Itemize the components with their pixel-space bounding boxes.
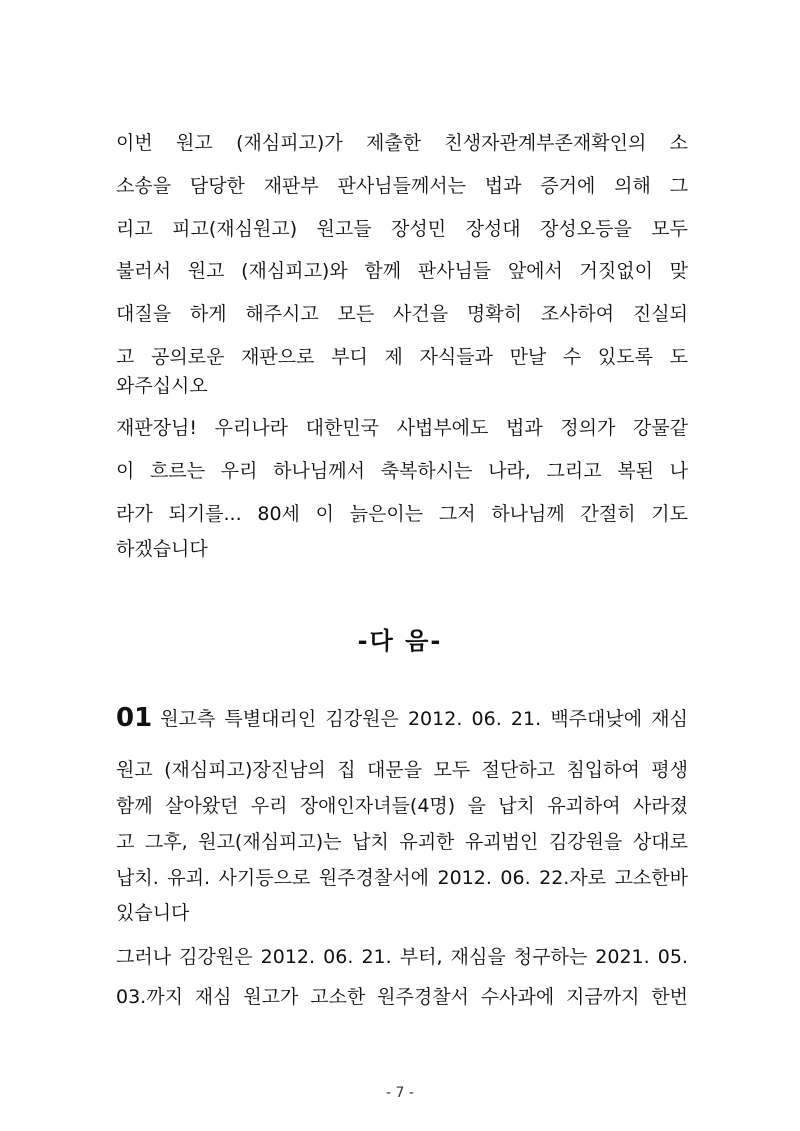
- item-line: 함께 살아왔던 우리 장애인자녀들(4명) 을 납치 유괴하여 사라졌: [116, 795, 688, 817]
- paragraph-line: 하겠습니다: [116, 538, 208, 560]
- item-first-line-text: 원고측 특별대리인 김강원은 2012. 06. 21. 백주대낮에 재심: [160, 708, 688, 730]
- paragraph-line: 그러나 김강원은 2012. 06. 21. 부터, 재심을 청구하는 2021. 05.: [116, 946, 688, 968]
- item-number: 01: [116, 703, 153, 733]
- item-first-line: [116, 703, 688, 733]
- paragraph-line: 이번 원고 (재심피고)가 제출한 친생자관계부존재확인의 소: [116, 132, 688, 154]
- paragraph-line: 고 공의로운 재판으로 부디 제 자식들과 만날 수 있도록 도: [116, 346, 688, 368]
- item-line: 원고 (재심피고)장진남의 집 대문을 모두 절단하고 침입하여 평생: [116, 759, 688, 781]
- paragraph-line: 대질을 하게 해주시고 모든 사건을 명확히 조사하여 진실되: [116, 303, 688, 325]
- paragraph-line: 재판장님! 우리나라 대한민국 사법부에도 법과 정의가 강물같: [116, 417, 688, 439]
- paragraph-line: 03.까지 재심 원고가 고소한 원주경찰서 수사과에 지금까지 한번: [116, 986, 688, 1008]
- item-line: 고 그후, 원고(재심피고)는 납치 유괴한 유괴범인 김강원을 상대로: [116, 831, 688, 853]
- paragraph-line: 소송을 담당한 재판부 판사님들께서는 법과 증거에 의해 그: [116, 175, 688, 197]
- page-number: - 7 -: [386, 1085, 414, 1101]
- paragraph-line: 이 흐르는 우리 하나님께서 축복하시는 나라, 그리고 복된 나: [116, 460, 688, 482]
- paragraph-line: 라가 되기를... 80세 이 늙은이는 그저 하나님께 간절히 기도: [116, 503, 688, 525]
- item-line: 납치. 유괴. 사기등으로 원주경찰서에 2012. 06. 22.자로 고소한바: [116, 867, 688, 889]
- paragraph-line: 와주십시오: [116, 375, 208, 397]
- section-heading: -다 음-: [357, 627, 443, 655]
- paragraph-line: 리고 피고(재심원고) 원고들 장성민 장성대 장성오등을 모두: [116, 218, 688, 240]
- paragraph-line: 불러서 원고 (재심피고)와 함께 판사님들 앞에서 거짓없이 맞: [116, 260, 688, 282]
- item-line: 있습니다: [116, 902, 190, 924]
